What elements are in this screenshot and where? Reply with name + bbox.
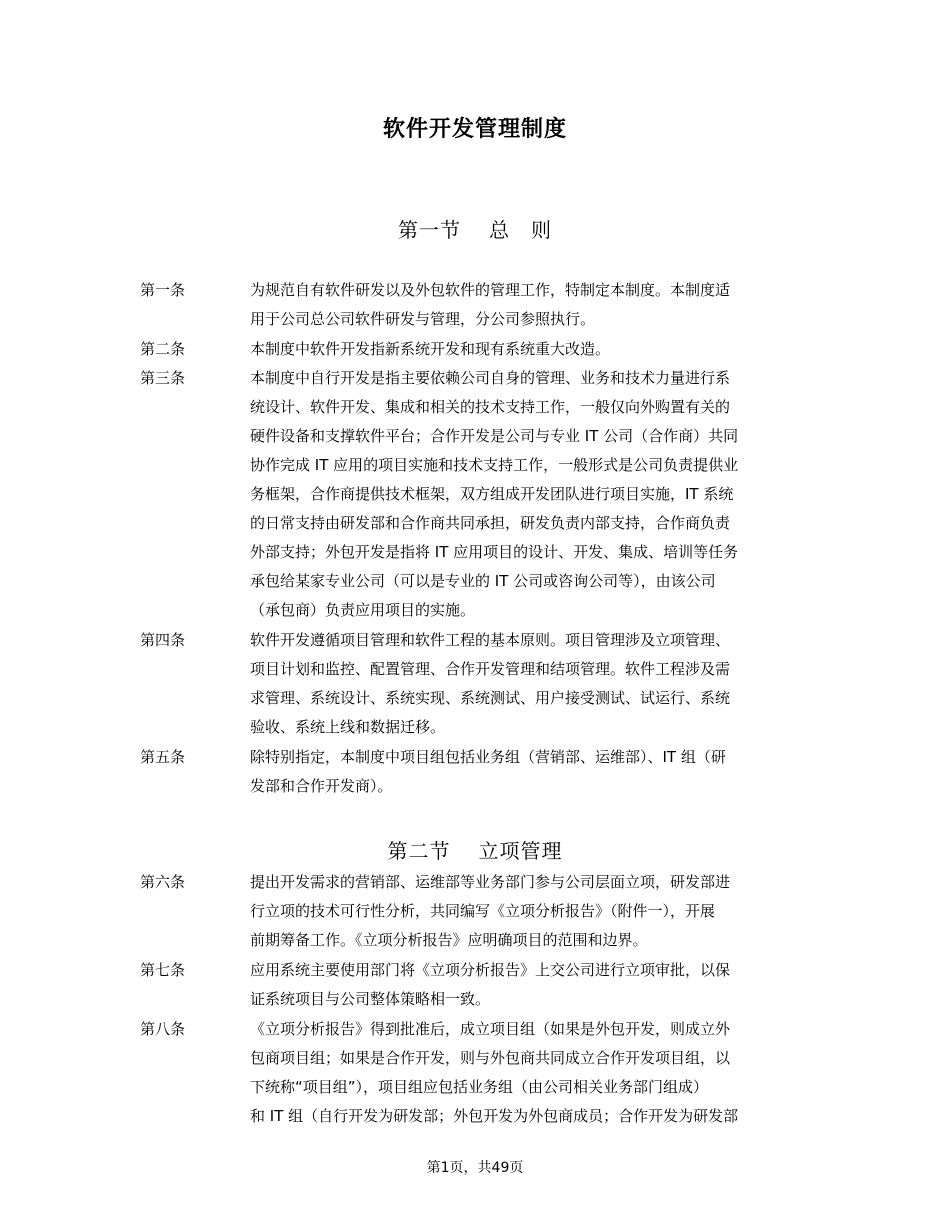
article-number: 第六条	[140, 873, 186, 891]
article-line: 的日常支持由研发部和合作商共同承担，研发负责内部支持，合作商负责	[250, 514, 731, 532]
section-name: 总 则	[489, 218, 552, 242]
article-body	[250, 335, 820, 364]
section-number: 第二节	[387, 839, 451, 863]
article-line: 项目计划和监控、配置管理、合作开发管理和结项管理。软件工程涉及需	[250, 660, 731, 678]
article-line: 为规范自有软件研发以及外包软件的管理工作，特制定本制度。本制度适	[250, 281, 731, 299]
article-line: 硬件设备和支撑软件平台；合作开发是公司与专业 IT 公司（合作商）共同	[250, 427, 739, 445]
article-number: 第七条	[140, 961, 186, 979]
article-line: 下统称“项目组”），项目组应包括业务组（由公司相关业务部门组成）	[250, 1078, 709, 1096]
article-line: 应用系统主要使用部门将《立项分析报告》上交公司进行立项审批，以保	[250, 961, 731, 979]
article-number: 第八条	[140, 1020, 186, 1038]
article-line: 发部和合作开发商）。	[250, 777, 393, 795]
article-number: 第三条	[140, 369, 186, 387]
section-number: 第一节	[398, 218, 461, 242]
article-line: 包商项目组；如果是合作开发，则与外包商共同成立合作开发项目组，以	[250, 1049, 731, 1067]
article-line: 前期筹备工作。《立项分析报告》应明确项目的范围和边界。	[250, 931, 648, 949]
article-number: 第二条	[140, 340, 186, 358]
article-line: 《立项分析报告》得到批准后，成立项目组（如果是外包开发，则成立外	[250, 1020, 731, 1038]
article-line: 本制度中软件开发指新系统开发和现有系统重大改造。	[250, 340, 611, 358]
article-body	[250, 743, 820, 801]
article-line: 验收、系统上线和数据迁移。	[250, 718, 446, 736]
article-number: 第五条	[140, 748, 186, 766]
article-number: 第四条	[140, 631, 186, 649]
article-body	[250, 1015, 820, 1131]
page-footer: 第1页，共49页	[426, 1160, 524, 1176]
article-line: 求管理、系统设计、系统实现、系统测试、用户接受测试、试运行、系统	[250, 689, 731, 707]
article-body	[250, 276, 820, 334]
article-line: （承包商）负责应用项目的实施。	[250, 601, 476, 619]
article-line: 提出开发需求的营销部、运维部等业务部门参与公司层面立项，研发部进	[250, 873, 731, 891]
article-number: 第一条	[140, 281, 186, 299]
article-body	[250, 956, 820, 1014]
section-name: 立项管理	[478, 839, 563, 863]
article-body	[250, 626, 820, 742]
article-line: 证系统项目与公司整体策略相一致。	[250, 990, 491, 1008]
article-line: 本制度中自行开发是指主要依赖公司自身的管理、业务和技术力量进行系	[250, 369, 731, 387]
article-line: 承包给某家专业公司（可以是专业的 IT 公司或咨询公司等），由该公司	[250, 572, 716, 590]
article-line: 务框架，合作商提供技术框架，双方组成开发团队进行项目实施，IT 系统	[250, 485, 734, 503]
article-body	[250, 868, 820, 955]
section-heading-2	[0, 835, 950, 864]
article-line: 行立项的技术可行性分析，共同编写《立项分析报告》（附件一），开展	[250, 902, 716, 920]
article-line: 软件开发遵循项目管理和软件工程的基本原则。项目管理涉及立项管理、	[250, 631, 731, 649]
article-line: 和 IT 组（自行开发为研发部；外包开发为外包商成员；合作开发为研发部	[250, 1107, 739, 1125]
article-body	[250, 364, 820, 625]
article-line: 外部支持；外包开发是指将 IT 应用项目的设计、开发、集成、培训等任务	[250, 543, 739, 561]
article-line: 协作完成 IT 应用的项目实施和技术支持工作，一般形式是公司负责提供业	[250, 456, 739, 474]
article-line: 统设计、软件开发、集成和相关的技术支持工作，一般仅向外购置有关的	[250, 398, 731, 416]
article-line: 除特别指定，本制度中项目组包括业务组（营销部、运维部）、IT 组（研	[250, 748, 726, 766]
section-heading-1	[0, 214, 950, 243]
document-title: 软件开发管理制度	[382, 117, 567, 142]
article-line: 用于公司总公司软件研发与管理，分公司参照执行。	[250, 310, 596, 328]
